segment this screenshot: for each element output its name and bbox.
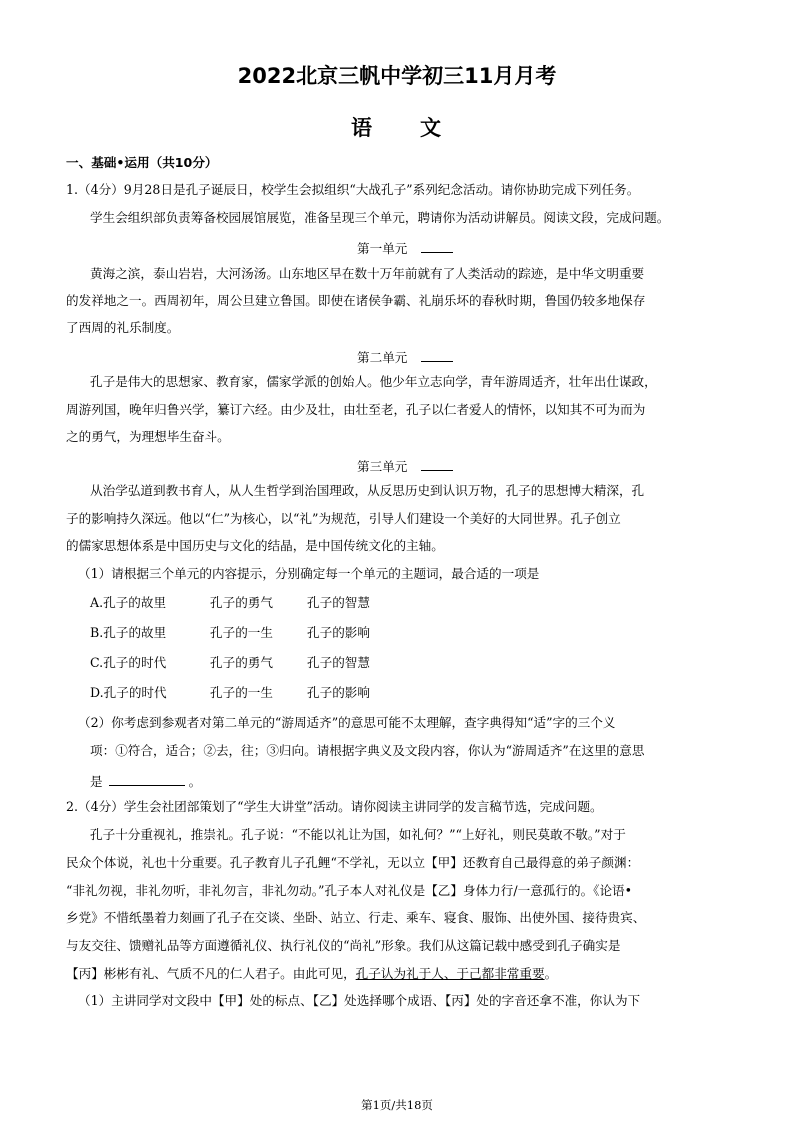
unit-1-line-2: 的发祥地之一。西周初年，周公旦建立鲁国。即使在诸侯争霸、礼崩乐坏的春秋时期，鲁国仍较多地保存 xyxy=(66,293,646,308)
unit-3-label: 第三单元 xyxy=(357,459,408,474)
q2-paragraph-line-5: 与友交往、馈赠礼品等方面遵循礼仪、执行礼仪的“尚礼”形象。我们从这篇记载中感受到孔子确实是 xyxy=(66,938,621,953)
question-1-sub-2-line-3: 是 。 xyxy=(90,774,202,789)
unit-1-line-3: 了西周的礼乐制度。 xyxy=(66,320,180,335)
unit-2-line-1: 孔子是伟大的思想家、教育家，儒家学派的创始人。他少年立志向学，青年游周适齐，壮年出仕谋政， xyxy=(90,374,657,389)
option-b[interactable]: B.孔子的故里 孔子的一生 孔子的影响 xyxy=(90,625,370,640)
q2-paragraph-line-2: 民众个体说，礼也十分重要。孔子教育儿子孔鲤“不学礼，无以立【甲】还教育自己最得意的弟子颜渊： xyxy=(66,855,640,870)
subject-char-1: 语 xyxy=(351,116,374,140)
q2-paragraph-line-1: 孔子十分重视礼，推崇礼。孔子说：“不能以礼让为国，如礼何？”“上好礼，则民莫敢不敬。”对于 xyxy=(90,827,626,842)
question-1-intro: 学生会组织部负责筹备校园展馆展览，准备呈现三个单元，聘请你为活动讲解员。阅读文段，完成问题。 xyxy=(90,210,670,225)
page-footer: 第1页/共18页 xyxy=(361,1098,433,1112)
unit-2-line-2: 周游列国，晚年归鲁兴学，纂订六经。由少及壮，由壮至老，孔子以仁者爱人的情怀，以知其不可为而为 xyxy=(66,402,646,417)
answer-blank[interactable] xyxy=(109,773,185,786)
underlined-sentence: 孔子认为礼于人、于己都非常重要 xyxy=(355,966,545,981)
section-heading: 一、基础•运用（共10分） xyxy=(66,155,218,170)
unit-1-heading xyxy=(357,240,453,256)
question-1-sub-2-line-1: （2）你考虑到参观者对第二单元的“游周适齐”的意思可能不太理解，查字典得知“适”字的三个义 xyxy=(78,715,616,730)
unit-1-label: 第一单元 xyxy=(357,241,408,256)
question-2-sub-1: （1）主讲同学对文段中【甲】处的标点、【乙】处选择哪个成语、【丙】处的字音还拿不准，你认为下 xyxy=(78,993,641,1008)
subject-heading xyxy=(0,112,794,142)
question-1-stem: 1.（4分）9月28日是孔子诞辰日，校学生会拟组织“大战孔子”系列纪念活动。请你协助完成下列任务。 xyxy=(66,182,640,197)
option-c[interactable]: C.孔子的时代 孔子的勇气 孔子的智慧 xyxy=(90,655,370,670)
unit-3-line-2: 子的影响持久深远。他以“仁”为核心，以“礼”为规范，引导人们建设一个美好的大同世界。孔子创立 xyxy=(66,511,621,526)
unit-2-blank[interactable] xyxy=(421,349,453,362)
q2-paragraph-line-6: 【丙】彬彬有礼、气质不凡的仁人君子。由此可见，孔子认为礼于人、于己都非常重要。 xyxy=(66,966,558,981)
q2-paragraph-line-4: 乡党》不惜纸墨着力刻画了孔子在交谈、坐卧、站立、行走、乘车、寝食、服饰、出使外国、接待贵宾、 xyxy=(66,910,646,925)
unit-3-line-1: 从治学弘道到教书育人，从人生哲学到治国理政，从反思历史到认识万物，孔子的思想博大精深，孔 xyxy=(90,483,645,498)
exam-title: 2022北京三帆中学初三11月月考 xyxy=(237,64,557,88)
unit-2-heading xyxy=(357,349,453,365)
unit-2-line-3: 之的勇气，为理想毕生奋斗。 xyxy=(66,429,230,444)
unit-2-label: 第二单元 xyxy=(357,350,408,365)
question-1-sub-2-line-2: 项：①符合，适合；②去，往；③归向。请根据字典义及文段内容，你认为“游周适齐”在这里的意思 xyxy=(90,743,645,758)
subject-char-2: 文 xyxy=(420,116,443,140)
unit-3-line-3: 的儒家思想体系是中国历史与文化的结晶，是中国传统文化的主轴。 xyxy=(66,538,444,553)
unit-3-blank[interactable] xyxy=(421,458,453,471)
unit-3-heading xyxy=(357,458,453,474)
unit-1-blank[interactable] xyxy=(421,240,453,253)
option-a[interactable]: A.孔子的故里 孔子的勇气 孔子的智慧 xyxy=(90,595,370,610)
question-2-stem: 2.（4分）学生会社团部策划了“学生大讲堂”活动。请你阅读主讲同学的发言稿节选，完成问题。 xyxy=(66,799,603,814)
unit-1-line-1: 黄海之滨，泰山岩岩，大河汤汤。山东地区早在数十万年前就有了人类活动的踪迹，是中华文明重要 xyxy=(90,266,645,281)
q2-paragraph-line-3: “非礼勿视，非礼勿听，非礼勿言，非礼勿动。”孔子本人对礼仪是【乙】身体力行/一意孤行的。《论语• xyxy=(66,883,633,898)
option-d[interactable]: D.孔子的时代 孔子的一生 孔子的影响 xyxy=(90,685,370,700)
question-1-sub-1: （1）请根据三个单元的内容提示，分别确定每一个单元的主题词，最合适的一项是 xyxy=(78,566,540,581)
